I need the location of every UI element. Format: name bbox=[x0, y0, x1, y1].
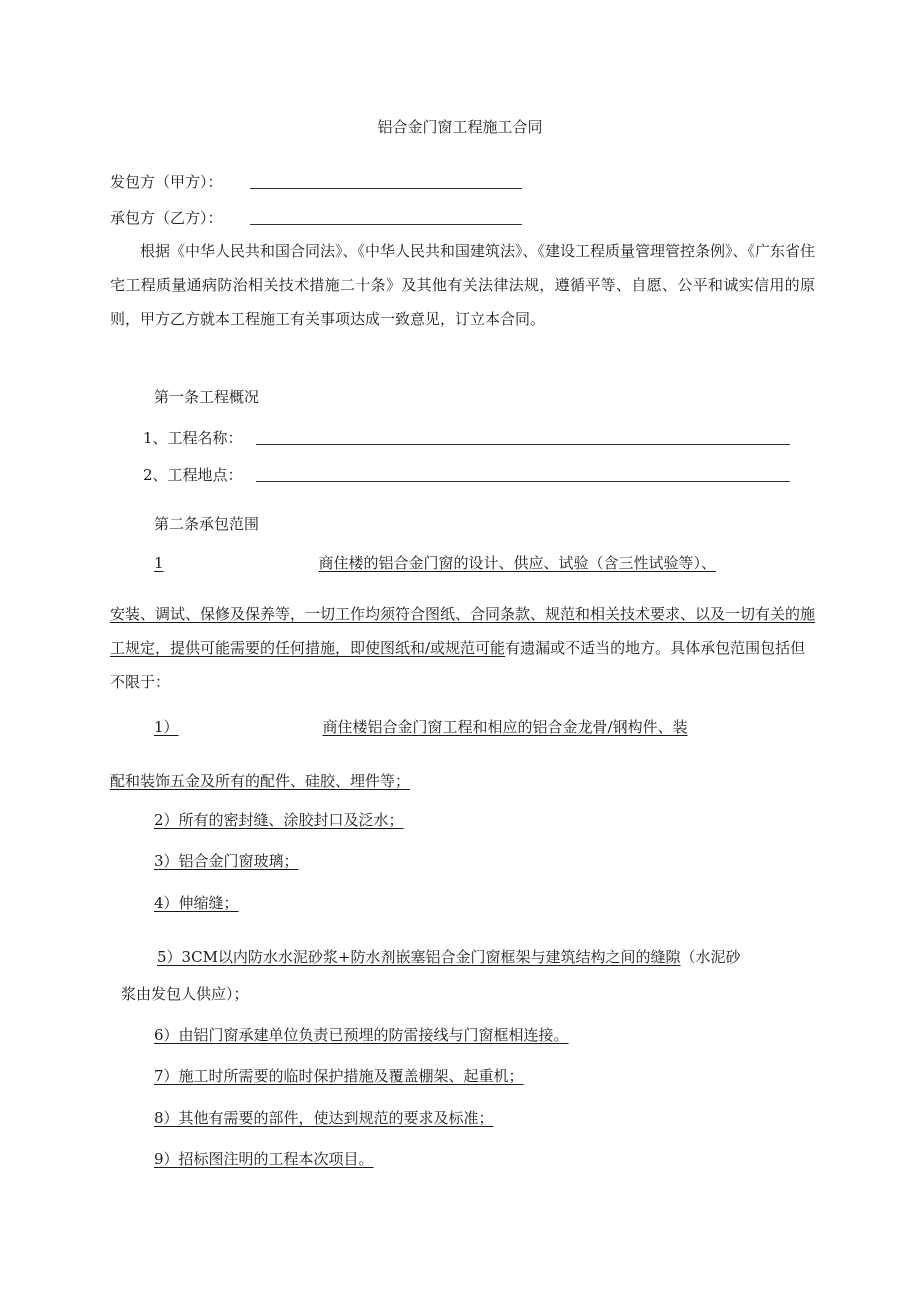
sub-item-1-number: 1） bbox=[154, 718, 179, 736]
sub-item-5-first-line bbox=[157, 947, 741, 967]
party-b-label: 承包方（乙方）： bbox=[110, 209, 223, 227]
scope-clause-body bbox=[110, 597, 815, 699]
party-b-blank[interactable] bbox=[250, 224, 522, 225]
project-location-blank[interactable] bbox=[256, 481, 790, 482]
party-a-label: 发包方（甲方）： bbox=[110, 173, 223, 191]
scope-clause-underlined: 安装、调试、保修及保养等，一切工作均须符合图纸、合同条款、规范和相关技术要求、以及一切有关的施工规定，提供可能需要的任何措施，即使图纸和/或规范可能 bbox=[110, 605, 816, 657]
sub-item-5-rest: （水泥砂 bbox=[680, 948, 741, 966]
sub-item-9: 9）招标图注明的工程本次项目。 bbox=[154, 1150, 374, 1168]
sub-item-1-first-line bbox=[154, 717, 688, 737]
sub-item-5-second-line: 浆由发包人供应）； bbox=[121, 985, 249, 1003]
sub-item-3: 3）铝合金门窗玻璃； bbox=[154, 852, 299, 870]
sub-item-7: 7）施工时所需要的临时保护措施及覆盖棚架、起重机； bbox=[154, 1067, 524, 1085]
sub-item-1-second-line: 配和装饰五金及所有的配件、硅胶、埋件等； bbox=[110, 772, 411, 790]
sub-item-6: 6）由铝门窗承建单位负责已预埋的防雷接线与门窗框相连接。 bbox=[154, 1026, 569, 1044]
article1-heading: 第一条工程概况 bbox=[154, 388, 260, 406]
party-a-blank[interactable] bbox=[250, 188, 522, 189]
intro-paragraph: 根据《中华人民共和国合同法》、《中华人民共和国建筑法》、《建设工程质量管理管控条例》、《广东省住宅工程质量通病防治相关技术措施二十条》及其他有关法律法规，遵循平等、自愿、公平和诚实信用的原则，甲方乙方就本工程施工有关事项达成一致意见，订立本合同。 bbox=[110, 242, 816, 328]
scope-clause-first-text: 商住楼的铝合金门窗的设计、供应、试验（含三性试验等）、 bbox=[318, 554, 717, 572]
sub-item-8: 8）其他有需要的部件，使达到规范的要求及标准； bbox=[154, 1109, 494, 1127]
document-title: 铝合金门窗工程施工合同 bbox=[377, 118, 543, 136]
scope-clause-tail: 有遗漏或不适当的地方。具体承包范围包括但不限于： bbox=[110, 639, 806, 691]
sub-item-2: 2）所有的密封缝、涂胶封口及泛水； bbox=[154, 811, 404, 829]
article2-heading: 第二条承包范围 bbox=[154, 515, 260, 533]
sub-item-4: 4）伸缩缝； bbox=[154, 894, 239, 912]
scope-clause-number: 1 bbox=[154, 554, 164, 572]
project-name-blank[interactable] bbox=[256, 444, 790, 445]
project-name-label: 1、工程名称： bbox=[143, 429, 243, 447]
project-location-label: 2、工程地点： bbox=[143, 466, 243, 484]
sub-item-5-underlined: 5）3CM以内防水水泥砂浆+防水剂嵌塞铝合金门窗框架与建筑结构之间的缝隙 bbox=[157, 948, 681, 966]
sub-item-1-first-text: 商住楼铝合金门窗工程和相应的铝合金龙骨/钢构件、装 bbox=[322, 718, 688, 736]
scope-clause-first-line bbox=[154, 553, 716, 573]
